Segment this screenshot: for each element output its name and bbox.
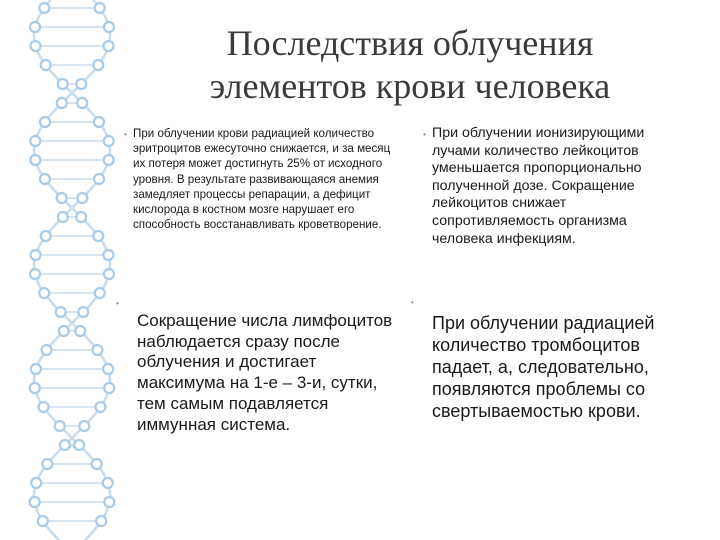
dna-bead [75, 326, 85, 336]
dna-bead [30, 22, 40, 32]
dna-bead [103, 364, 113, 374]
dna-bead [104, 497, 114, 507]
dna-bead [79, 421, 89, 431]
dna-bead [57, 193, 67, 203]
dna-bead [76, 212, 86, 222]
dna-bead [104, 136, 114, 146]
dna-bead [95, 288, 105, 298]
dna-bead [31, 478, 41, 488]
dna-bead [40, 117, 50, 127]
dna-bead [92, 459, 102, 469]
dna-bead [103, 478, 113, 488]
dna-bead [94, 174, 104, 184]
dna-bead [58, 79, 68, 89]
dna-bead [104, 383, 114, 393]
dna-bead [95, 3, 105, 13]
bullet-marker: • [124, 130, 127, 139]
dna-bead [104, 155, 114, 165]
dna-bead [57, 98, 67, 108]
dna-bead [41, 60, 51, 70]
dna-bead [59, 326, 69, 336]
dna-bead [40, 174, 50, 184]
thrombocytes-text-block: При облучении радиацией количество тромбоцитов падает, а, следовательно, появляются проблемы со свертываемостью крови. [432, 313, 655, 421]
dna-bead [104, 269, 114, 279]
dna-bead [58, 212, 68, 222]
dna-bead [74, 440, 84, 450]
dna-bead [96, 402, 106, 412]
dna-bead [30, 383, 40, 393]
erythrocytes-text-block: При облучении крови радиацией количество эритроцитов ежесуточно снижается, и за месяц их потеря может достигнуть 25% от исходного уровня. В результате развивающаяся анемия замедляет процессы репарации, а дефицит кислорода в костном мозге нарушает его способность восстанавливать кроветворение. [133, 127, 391, 232]
dna-bead [60, 440, 70, 450]
dna-bead [78, 307, 88, 317]
dna-bead [39, 288, 49, 298]
dna-bead [77, 98, 87, 108]
dna-bead [77, 193, 87, 203]
dna-bead [41, 231, 51, 241]
dna-bead [30, 497, 40, 507]
slide-title-line-2: элементов крови человека [209, 66, 611, 106]
dna-bead [39, 3, 49, 13]
slide-title [175, 22, 645, 108]
dna-bead [104, 22, 114, 32]
dna-bead [39, 402, 49, 412]
dna-bead [93, 345, 103, 355]
dna-bead [30, 269, 40, 279]
dna-bead [30, 136, 40, 146]
dna-helix-decoration [0, 0, 130, 540]
dna-bead [31, 250, 41, 260]
dna-bead [30, 155, 40, 165]
dna-bead [93, 60, 103, 70]
dna-bead [31, 41, 41, 51]
slide-title-line-1: Последствия облучения [226, 23, 594, 63]
dna-bead [103, 250, 113, 260]
dna-bead [56, 307, 66, 317]
dna-bead [104, 41, 114, 51]
dna-bead [94, 117, 104, 127]
bullet-marker: • [423, 130, 426, 139]
dna-bead [93, 231, 103, 241]
dna-bead [31, 364, 41, 374]
dna-bead [42, 345, 52, 355]
dna-bead [96, 516, 106, 526]
lymphocytes-text-block: Сокращение числа лимфоцитов наблюдается сразу после облучения и достигает максимума на 1-е – 3-и, сутки, тем самым подавляется иммунная система. [137, 311, 393, 434]
dna-bead [38, 516, 48, 526]
dna-bead [76, 79, 86, 89]
leukocytes-text-block: При облучении ионизирующими лучами количество лейкоцитов уменьшается пропорционально полученной дозе. Сокращение лейкоцитов снижает сопротивляемость организма человека инфекциям. [432, 125, 645, 247]
dna-bead [42, 459, 52, 469]
dna-bead [55, 421, 65, 431]
bullet-marker: • [411, 298, 414, 307]
bullet-marker: • [116, 299, 119, 308]
